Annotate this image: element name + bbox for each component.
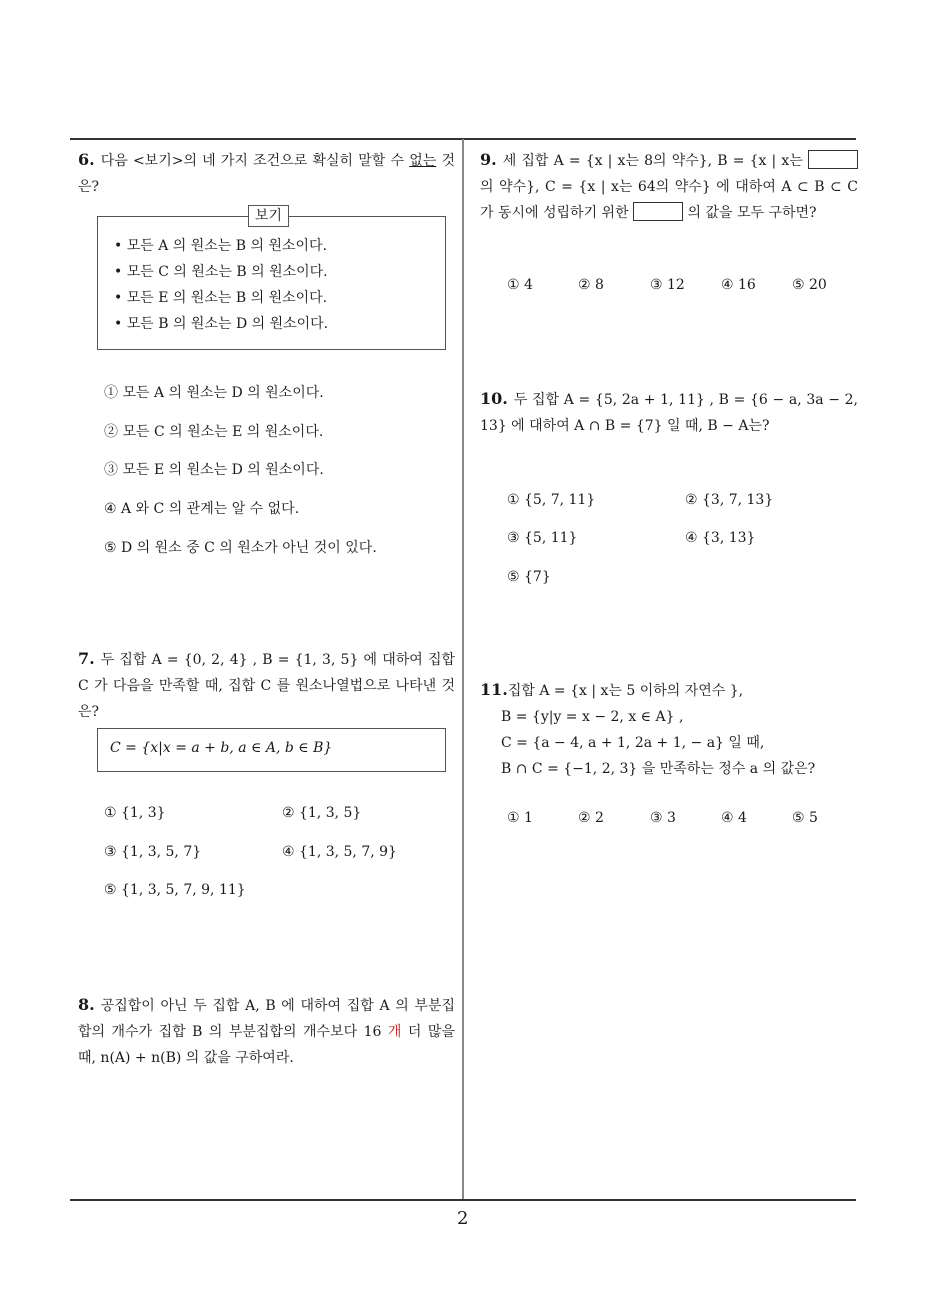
- q6-option-1[interactable]: ① 모든 A 의 원소는 D 의 원소이다.: [104, 385, 324, 401]
- bogi-title: 보기: [248, 205, 289, 227]
- q10-option-2[interactable]: ② {3, 7, 13}: [685, 492, 774, 508]
- question-number: 8.: [78, 995, 95, 1014]
- bottom-rule: [70, 1199, 856, 1201]
- q6-option-2[interactable]: ② 모든 C 의 원소는 E 의 원소이다.: [104, 424, 324, 440]
- q9-option-4[interactable]: ④ 16: [721, 277, 756, 293]
- blank-box: [633, 202, 683, 221]
- q10-option-4[interactable]: ④ {3, 13}: [685, 530, 756, 546]
- q9-option-3[interactable]: ③ 12: [650, 277, 685, 293]
- q7-option-1[interactable]: ① {1, 3}: [104, 805, 166, 821]
- page-number: 2: [457, 1208, 469, 1229]
- question-number: 6.: [78, 150, 95, 169]
- bogi-item: • 모든 A 의 원소는 B 의 원소이다.: [114, 238, 328, 254]
- q7-option-2[interactable]: ② {1, 3, 5}: [282, 805, 362, 821]
- blank-box: [808, 150, 858, 169]
- q11-option-5[interactable]: ⑤ 5: [792, 810, 818, 826]
- q6-option-4[interactable]: ④ A 와 C 의 관계는 알 수 없다.: [104, 501, 300, 517]
- q9-option-2[interactable]: ② 8: [578, 277, 604, 293]
- q7-option-3[interactable]: ③ {1, 3, 5, 7}: [104, 844, 202, 860]
- q10-option-3[interactable]: ③ {5, 11}: [507, 530, 578, 546]
- bogi-box: [97, 208, 446, 350]
- q9-option-1[interactable]: ① 4: [507, 277, 533, 293]
- question-number: 9.: [480, 150, 497, 169]
- question-11-stem: 11.집합 A = {x | x는 5 이하의 자연수 }, B = {y|y = x − 2, x ∈ A} , C = {a − 4, a + 1, 2a + 1, − a} 일 때, B ∩ C = {−1, 2, 3} 을 만족하는 정수 a 의 값은?: [480, 680, 816, 777]
- q7-option-5[interactable]: ⑤ {1, 3, 5, 7, 9, 11}: [104, 882, 246, 898]
- q9-option-5[interactable]: ⑤ 20: [792, 277, 827, 293]
- bogi-item: • 모든 C 의 원소는 B 의 원소이다.: [114, 264, 328, 280]
- q7-condition: C = {x|x = a + b, a ∈ A, b ∈ B}: [110, 740, 333, 756]
- column-divider: [462, 139, 464, 1200]
- q11-option-1[interactable]: ① 1: [507, 810, 533, 826]
- question-number: 10.: [480, 389, 508, 408]
- q10-option-5[interactable]: ⑤ {7}: [507, 569, 551, 585]
- question-8-stem: 8. 공집합이 아닌 두 집합 A, B 에 대하여 집합 A 의 부분집합의 개수가 집합 B 의 부분집합의 개수보다 16 개 더 많을 때, n(A) + n(B) 의 값을 구하여라.: [78, 995, 455, 1066]
- q7-condition-box: [97, 728, 446, 772]
- question-10-stem: 10. 두 집합 A = {5, 2a + 1, 11} , B = {6 − a, 3a − 2, 13} 에 대하여 A ∩ B = {7} 일 때, B − A는?: [480, 389, 858, 434]
- q11-option-3[interactable]: ③ 3: [650, 810, 676, 826]
- question-number: 7.: [78, 649, 95, 668]
- question-7-stem: 7. 두 집합 A = {0, 2, 4} , B = {1, 3, 5} 에 대하여 집합 C 가 다음을 만족할 때, 집합 C 를 원소나열법으로 나타낸 것은?: [78, 649, 455, 720]
- bogi-item: • 모든 B 의 원소는 D 의 원소이다.: [114, 316, 329, 332]
- question-6-stem: 6. 다음 <보기>의 네 가지 조건으로 확실히 말할 수 없는 것은?: [78, 150, 455, 195]
- q6-option-5[interactable]: ⑤ D 의 원소 중 C 의 원소가 아닌 것이 있다.: [104, 540, 377, 556]
- q11-option-4[interactable]: ④ 4: [721, 810, 747, 826]
- bogi-list: [114, 233, 328, 337]
- q10-option-1[interactable]: ① {5, 7, 11}: [507, 492, 596, 508]
- q11-option-2[interactable]: ② 2: [578, 810, 604, 826]
- q6-option-3[interactable]: ③ 모든 E 의 원소는 D 의 원소이다.: [104, 462, 324, 478]
- bogi-item: • 모든 E 의 원소는 B 의 원소이다.: [114, 290, 328, 306]
- question-number: 11.: [480, 680, 508, 699]
- question-9-stem: 9. 세 집합 A = {x | x는 8의 약수}, B = {x | x는 의 약수}, C = {x | x는 64의 약수} 에 대하여 A ⊂ B ⊂ C 가 동시에 성립하기 위한 의 값을 모두 구하면?: [480, 150, 858, 221]
- q7-option-4[interactable]: ④ {1, 3, 5, 7, 9}: [282, 844, 397, 860]
